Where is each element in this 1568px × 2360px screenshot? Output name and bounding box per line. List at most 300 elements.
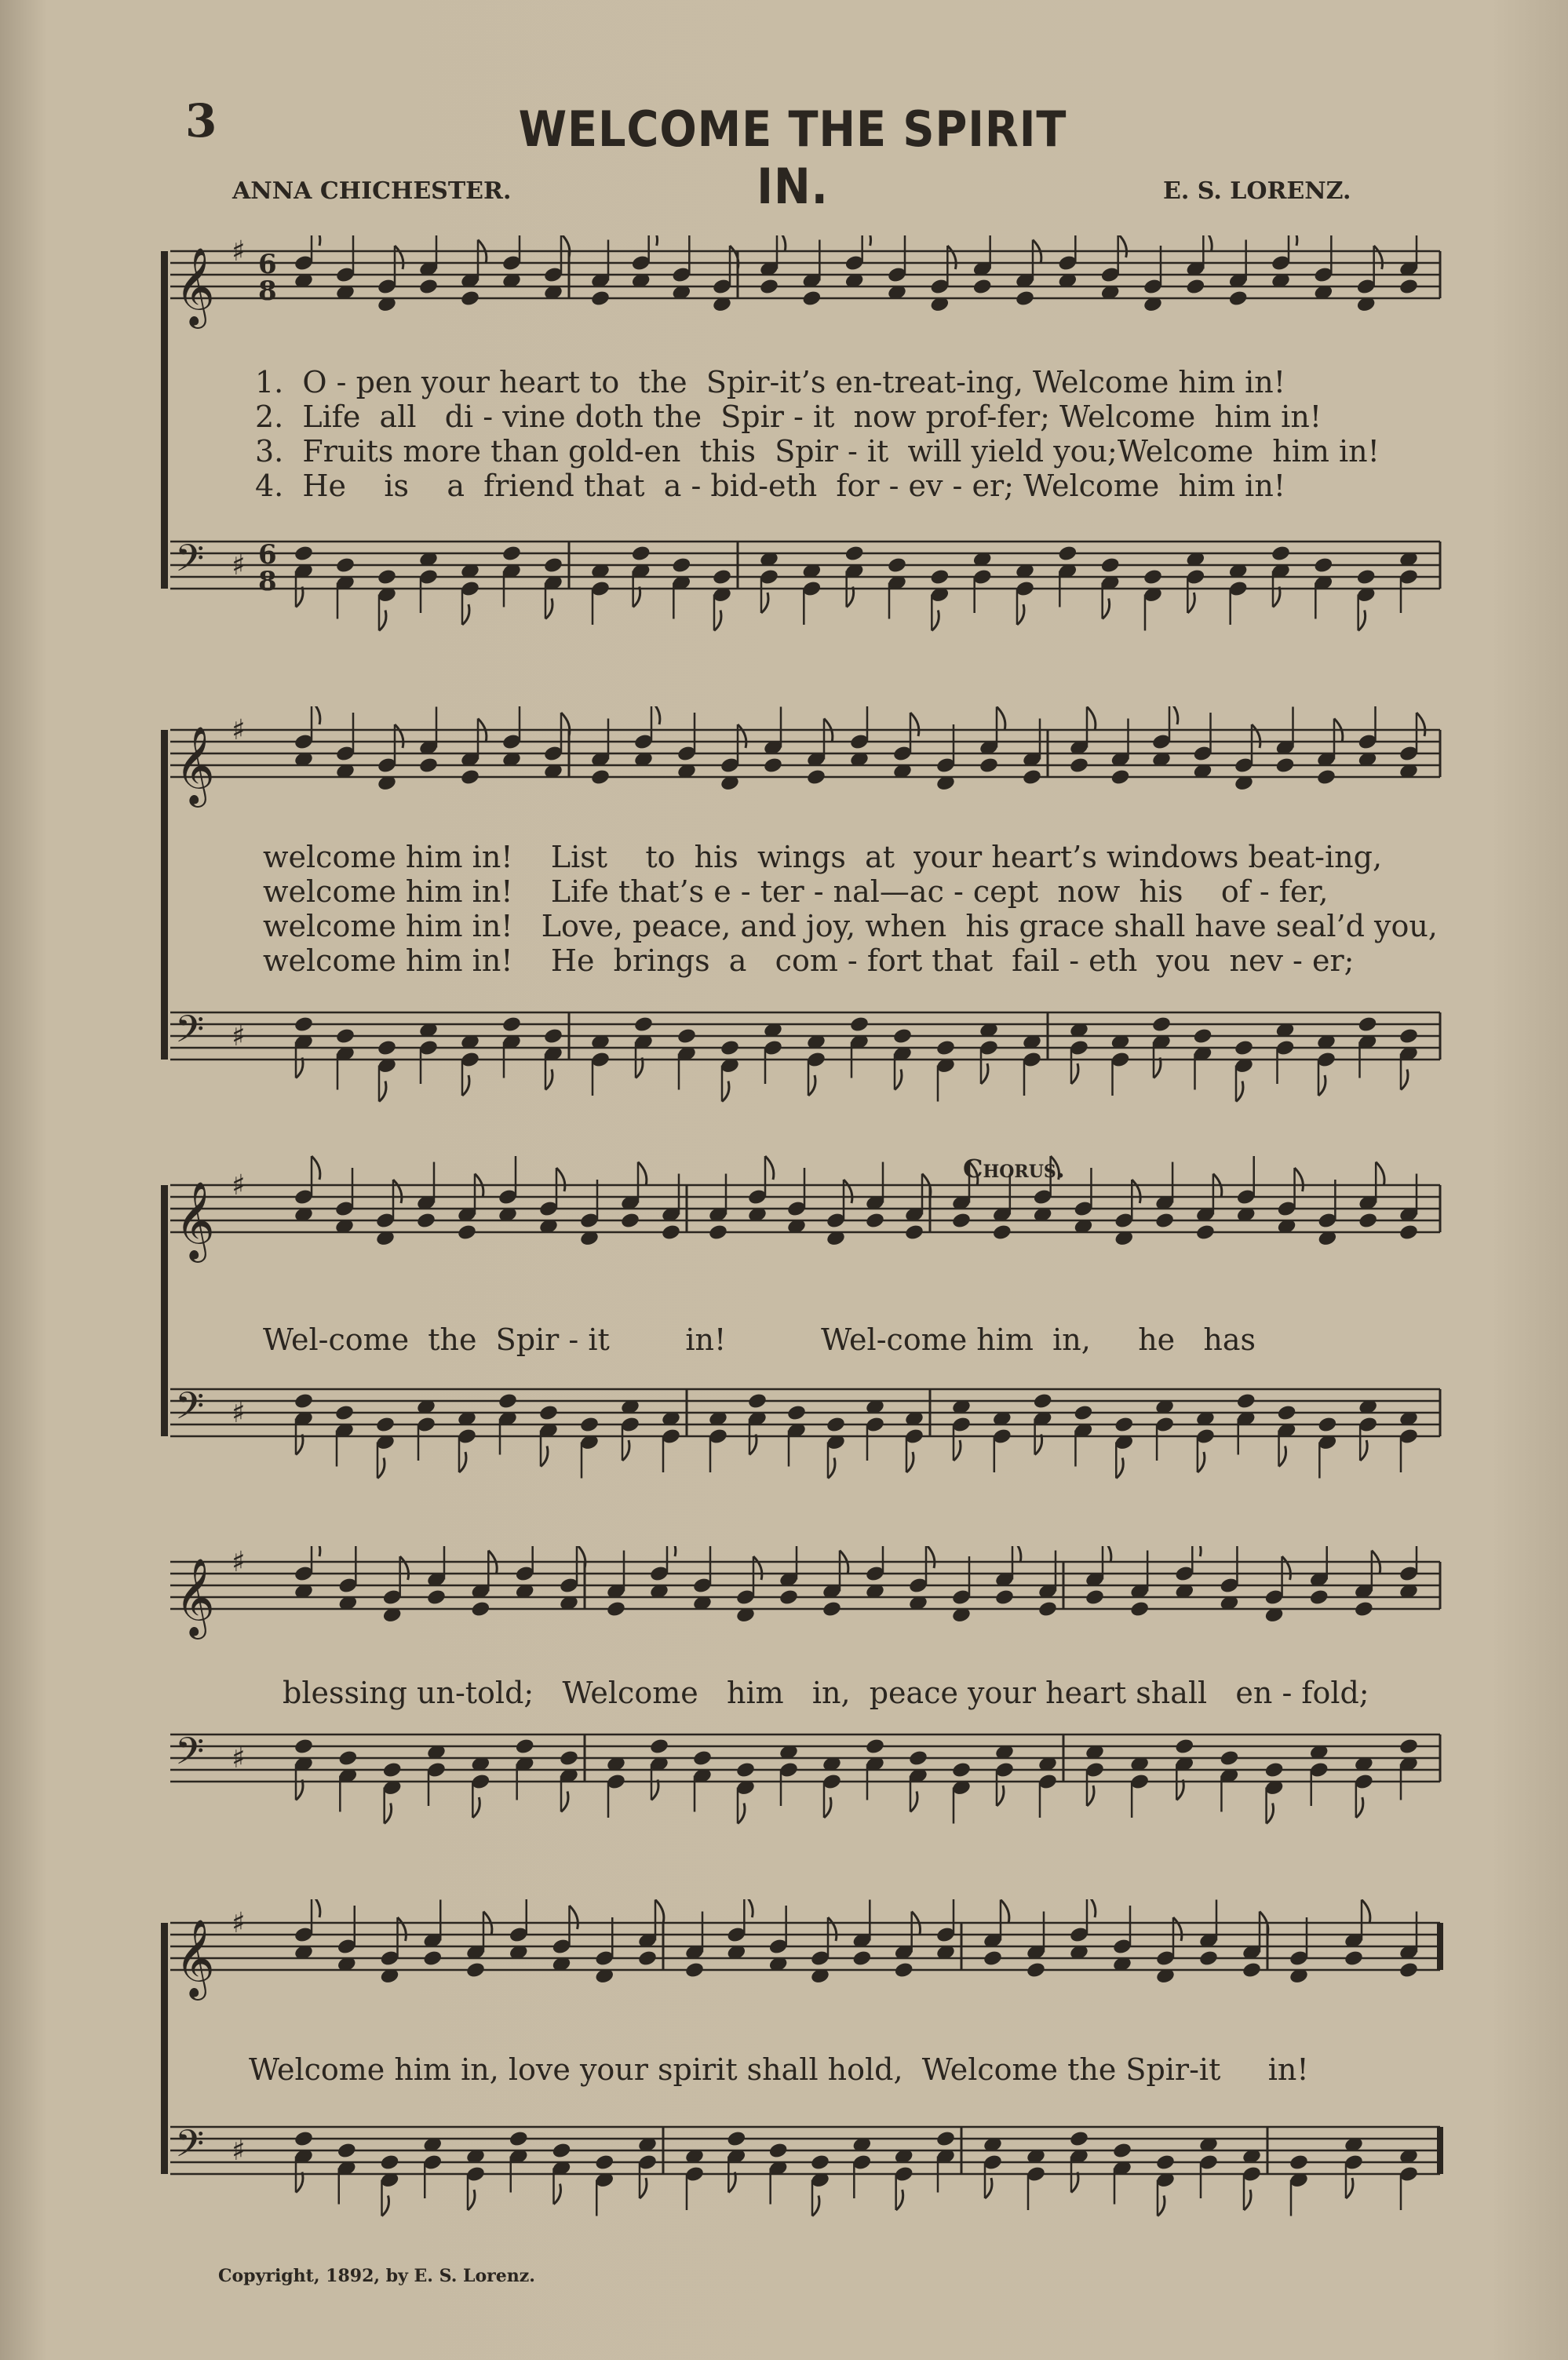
note-head bbox=[551, 2142, 571, 2160]
bass-clef: 𝄢 bbox=[175, 1384, 205, 1437]
note-head bbox=[1069, 757, 1089, 775]
chorus-label: Chorus. bbox=[963, 1154, 1065, 1184]
note-flag bbox=[1132, 1180, 1140, 1203]
note-flag bbox=[1116, 1458, 1123, 1479]
verse-2-line: welcome him in! Life that’s e - ter - nal—ac - cept now his of - fer, bbox=[263, 874, 1329, 909]
note-head bbox=[543, 556, 563, 574]
note-flag bbox=[655, 1900, 664, 1924]
note-head bbox=[1271, 545, 1291, 563]
verse-1-line: 1. O - pen your heart to the Spir-it’s en-treat-ing, Welcome him in! bbox=[255, 365, 1286, 399]
note-flag bbox=[1318, 1075, 1326, 1096]
note-flag bbox=[556, 1168, 565, 1191]
note-flag bbox=[545, 1070, 552, 1090]
note-head bbox=[590, 768, 611, 786]
note-head bbox=[801, 290, 822, 308]
note-flag bbox=[379, 1082, 386, 1102]
note-head bbox=[786, 1404, 807, 1422]
note-flag bbox=[765, 1156, 774, 1180]
page-number: 3 bbox=[185, 94, 217, 148]
note-flag bbox=[1279, 1446, 1286, 1467]
note-head bbox=[887, 556, 907, 574]
note-flag bbox=[1035, 1435, 1042, 1455]
note-flag bbox=[777, 235, 786, 252]
bass-clef: 𝄢 bbox=[175, 2121, 205, 2175]
note-head bbox=[1026, 1961, 1046, 1979]
note-head bbox=[606, 1600, 626, 1618]
note-flag bbox=[570, 1906, 578, 1929]
note-flag bbox=[847, 587, 854, 607]
note-flag bbox=[997, 707, 1005, 731]
note-flag bbox=[1176, 1780, 1183, 1800]
note-head bbox=[972, 278, 993, 296]
note-head bbox=[637, 1950, 658, 1968]
note-head bbox=[726, 2130, 746, 2148]
note-flag bbox=[910, 1792, 917, 1812]
bass-clef: 𝄢 bbox=[175, 1007, 205, 1060]
note-flag bbox=[561, 1792, 568, 1812]
note-flag bbox=[828, 1917, 837, 1941]
note-head bbox=[294, 1016, 314, 1034]
note-flag bbox=[649, 235, 658, 246]
note-head bbox=[1398, 1961, 1419, 1979]
note-head bbox=[763, 757, 783, 775]
note-flag bbox=[296, 2172, 303, 2193]
note-head bbox=[633, 1016, 654, 1034]
note-flag bbox=[1154, 1058, 1161, 1078]
note-head bbox=[460, 290, 480, 308]
verse-2-line: 2. Life all di - vine doth the Spir - it now prof-fer; Welcome him in! bbox=[255, 399, 1322, 434]
note-head bbox=[1114, 1416, 1134, 1434]
note-head bbox=[1357, 1016, 1377, 1034]
final-barline bbox=[1437, 1923, 1443, 1970]
note-head bbox=[1242, 1961, 1262, 1979]
note-flag bbox=[554, 2184, 561, 2205]
note-head bbox=[692, 1749, 713, 1767]
note-flag bbox=[761, 593, 768, 613]
note-head bbox=[1192, 1027, 1212, 1045]
system-brace bbox=[161, 1923, 168, 2174]
treble-clef: 𝄞 bbox=[175, 247, 215, 326]
note-head bbox=[543, 1027, 563, 1045]
note-flag bbox=[749, 1435, 757, 1455]
note-flag bbox=[1346, 2178, 1353, 2198]
note-head bbox=[426, 1589, 447, 1607]
key-signature-sharp: ♯ bbox=[232, 1907, 246, 1939]
verse-3-line: 3. Fruits more than gold-en this Spir - it will yield you;Welcome him in! bbox=[255, 434, 1380, 469]
note-head bbox=[865, 1738, 885, 1756]
note-head bbox=[935, 1039, 956, 1057]
note-head bbox=[594, 2154, 614, 2172]
note-flag bbox=[395, 246, 403, 269]
key-signature-sharp: ♯ bbox=[232, 1397, 246, 1429]
note-head bbox=[935, 2130, 956, 2148]
note-flag bbox=[862, 235, 871, 246]
note-head bbox=[498, 1392, 518, 1410]
note-head bbox=[759, 278, 779, 296]
key-signature-sharp: ♯ bbox=[232, 1020, 246, 1052]
note-flag bbox=[377, 1458, 385, 1479]
note-flag bbox=[1071, 1063, 1078, 1084]
note-flag bbox=[541, 1446, 548, 1467]
note-flag bbox=[1198, 1452, 1205, 1472]
note-head bbox=[983, 1950, 1003, 1968]
note-flag bbox=[1158, 2196, 1165, 2216]
note-head bbox=[1100, 556, 1121, 574]
note-head bbox=[1264, 1761, 1284, 1779]
treble-clef: 𝄞 bbox=[175, 1181, 215, 1260]
note-head bbox=[1236, 1392, 1256, 1410]
note-head bbox=[1073, 1404, 1093, 1422]
note-head bbox=[865, 1212, 885, 1230]
note-flag bbox=[312, 1156, 320, 1180]
treble-clef: 𝄞 bbox=[175, 1558, 215, 1636]
note-head bbox=[465, 1961, 486, 1979]
bass-clef: 𝄢 bbox=[175, 536, 205, 589]
note-head bbox=[951, 1212, 972, 1230]
note-head bbox=[294, 2130, 314, 2148]
note-head bbox=[1309, 1589, 1329, 1607]
time-signature-bottom: 8 bbox=[258, 566, 277, 597]
note-head bbox=[335, 556, 356, 574]
key-signature-sharp: ♯ bbox=[232, 549, 246, 582]
note-head bbox=[892, 1027, 913, 1045]
note-flag bbox=[844, 1180, 852, 1203]
note-head bbox=[422, 1950, 443, 1968]
note-flag bbox=[1282, 1556, 1291, 1580]
note-flag bbox=[906, 1452, 913, 1472]
note-flag bbox=[753, 1556, 762, 1580]
note-flag bbox=[722, 1082, 729, 1102]
note-flag bbox=[947, 246, 956, 269]
verse-4-line: 4. He is a friend that a - bid-eth for - ev - er; Welcome him in! bbox=[255, 469, 1286, 503]
note-head bbox=[294, 1392, 314, 1410]
note-flag bbox=[312, 1899, 320, 1917]
note-flag bbox=[1273, 587, 1280, 607]
note-head bbox=[1228, 290, 1249, 308]
note-head bbox=[844, 545, 865, 563]
note-head bbox=[1154, 1212, 1175, 1230]
note-head bbox=[509, 2130, 529, 2148]
note-head bbox=[377, 1039, 397, 1057]
key-signature-sharp: ♯ bbox=[232, 1546, 246, 1578]
note-flag bbox=[382, 2196, 389, 2216]
music-system-5 bbox=[161, 1899, 1448, 2237]
note-flag bbox=[997, 1786, 1004, 1806]
note-flag bbox=[1358, 611, 1366, 631]
note-flag bbox=[462, 1075, 469, 1096]
note-flag bbox=[1244, 2190, 1251, 2210]
note-head bbox=[894, 1961, 914, 1979]
verse-3-line: welcome him in! Love, peace, and joy, when his grace shall have seal’d you, bbox=[263, 909, 1438, 943]
note-flag bbox=[459, 1452, 466, 1472]
note-head bbox=[579, 1416, 600, 1434]
key-signature-sharp: ♯ bbox=[232, 2135, 246, 2167]
note-head bbox=[810, 2154, 830, 2172]
note-head bbox=[590, 290, 611, 308]
note-head bbox=[1185, 278, 1205, 296]
note-flag bbox=[296, 587, 303, 607]
note-flag bbox=[1001, 1900, 1009, 1924]
note-head bbox=[649, 1738, 669, 1756]
note-head bbox=[747, 1392, 768, 1410]
note-flag bbox=[312, 1546, 320, 1556]
note-flag bbox=[640, 2178, 647, 2198]
note-head bbox=[708, 1224, 728, 1242]
note-head bbox=[779, 1589, 799, 1607]
note-flag bbox=[1267, 1804, 1274, 1824]
note-flag bbox=[1376, 1162, 1384, 1186]
copyright-notice: Copyright, 1892, by E. S. Lorenz. bbox=[218, 2266, 535, 2286]
note-flag bbox=[462, 604, 469, 625]
note-flag bbox=[985, 2178, 992, 2198]
note-flag bbox=[1295, 1168, 1304, 1191]
time-signature-top: 6 bbox=[258, 249, 277, 280]
note-flag bbox=[1118, 235, 1127, 257]
note-head bbox=[1112, 2142, 1132, 2160]
note-head bbox=[806, 768, 826, 786]
system-brace bbox=[161, 1185, 168, 1436]
note-head bbox=[337, 2142, 357, 2160]
note-flag bbox=[633, 587, 640, 607]
note-head bbox=[1398, 1027, 1419, 1045]
note-head bbox=[1313, 556, 1333, 574]
note-head bbox=[851, 1950, 872, 1968]
note-head bbox=[501, 1016, 522, 1034]
key-signature-sharp: ♯ bbox=[232, 1742, 246, 1775]
chorus-lyric-line: Welcome him in, love your spirit shall hold, Welcome the Spir-it in! bbox=[249, 2052, 1309, 2087]
note-flag bbox=[981, 1063, 988, 1084]
note-head bbox=[1069, 2130, 1089, 2148]
music-system-3 bbox=[161, 1154, 1448, 1515]
note-head bbox=[1358, 1212, 1378, 1230]
note-flag bbox=[468, 2190, 475, 2210]
note-head bbox=[1037, 1600, 1058, 1618]
note-head bbox=[735, 1761, 756, 1779]
note-head bbox=[676, 1027, 697, 1045]
note-flag bbox=[379, 611, 386, 631]
note-flag bbox=[926, 1546, 935, 1568]
note-head bbox=[1129, 1600, 1150, 1618]
note-head bbox=[559, 1749, 579, 1767]
note-head bbox=[1110, 768, 1130, 786]
note-flag bbox=[1401, 1070, 1408, 1090]
note-head bbox=[1151, 1016, 1172, 1034]
note-head bbox=[1155, 2154, 1176, 2172]
note-head bbox=[671, 556, 691, 574]
note-head bbox=[1022, 768, 1042, 786]
note-flag bbox=[1103, 1546, 1111, 1563]
note-head bbox=[929, 568, 950, 586]
note-flag bbox=[1360, 1440, 1367, 1461]
note-flag bbox=[1203, 235, 1212, 252]
note-head bbox=[294, 545, 314, 563]
note-head bbox=[661, 1224, 681, 1242]
hymn-title: WELCOME THE SPIRIT IN. bbox=[518, 100, 1067, 215]
note-flag bbox=[1187, 593, 1194, 613]
note-flag bbox=[808, 1075, 815, 1096]
time-signature-top: 6 bbox=[258, 539, 277, 571]
note-flag bbox=[622, 1440, 629, 1461]
treble-clef: 𝄞 bbox=[175, 1919, 215, 1997]
note-head bbox=[720, 1039, 740, 1057]
note-head bbox=[334, 1404, 355, 1422]
key-signature-sharp: ♯ bbox=[232, 714, 246, 746]
note-flag bbox=[395, 724, 403, 748]
bass-clef: 𝄢 bbox=[175, 1729, 205, 1782]
note-flag bbox=[828, 1458, 835, 1479]
treble-clef: 𝄞 bbox=[175, 726, 215, 804]
note-head bbox=[1085, 1589, 1105, 1607]
verse-4-line: welcome him in! He brings a com - fort that fail - eth you nev - er; bbox=[263, 943, 1355, 978]
note-flag bbox=[393, 1180, 402, 1203]
note-flag bbox=[1417, 713, 1425, 736]
note-head bbox=[1033, 1392, 1053, 1410]
music-system-1 bbox=[161, 235, 1448, 644]
note-head bbox=[1316, 768, 1336, 786]
key-signature-sharp: ♯ bbox=[232, 235, 246, 268]
note-head bbox=[1195, 1224, 1216, 1242]
note-flag bbox=[651, 1780, 658, 1800]
note-head bbox=[418, 278, 439, 296]
note-head bbox=[416, 1212, 436, 1230]
composer-credit: E. S. LORENZ. bbox=[1163, 177, 1351, 205]
note-flag bbox=[1192, 1546, 1201, 1556]
note-head bbox=[822, 1600, 842, 1618]
music-system-4 bbox=[161, 1546, 1448, 1876]
note-head bbox=[1219, 1749, 1239, 1767]
note-head bbox=[418, 757, 439, 775]
note-flag bbox=[385, 1804, 392, 1824]
note-flag bbox=[296, 1058, 303, 1078]
note-flag bbox=[400, 1556, 409, 1580]
note-head bbox=[375, 1416, 396, 1434]
note-flag bbox=[651, 706, 660, 724]
chorus-lyric-line: Wel-come the Spir - it in! Wel-come him in, he has bbox=[263, 1322, 1256, 1357]
note-flag bbox=[1017, 604, 1024, 625]
note-head bbox=[994, 1589, 1015, 1607]
note-head bbox=[1015, 290, 1035, 308]
note-flag bbox=[638, 1162, 647, 1186]
note-flag bbox=[714, 611, 721, 631]
note-flag bbox=[312, 706, 320, 724]
note-flag bbox=[577, 1546, 585, 1568]
note-head bbox=[631, 545, 651, 563]
note-flag bbox=[296, 1780, 303, 1800]
note-head bbox=[1234, 1039, 1254, 1057]
note-flag bbox=[738, 724, 746, 748]
note-head bbox=[951, 1761, 972, 1779]
note-head bbox=[768, 2142, 789, 2160]
note-head bbox=[979, 757, 999, 775]
note-flag bbox=[472, 1797, 480, 1818]
note-flag bbox=[1103, 599, 1110, 619]
note-flag bbox=[561, 235, 570, 257]
note-head bbox=[377, 568, 397, 586]
note-flag bbox=[398, 1917, 407, 1941]
note-head bbox=[1276, 1404, 1296, 1422]
note-head bbox=[849, 1016, 870, 1034]
note-flag bbox=[1071, 2172, 1078, 2193]
note-flag bbox=[312, 235, 320, 246]
time-signature-bottom: 8 bbox=[258, 275, 277, 307]
note-head bbox=[1398, 1224, 1419, 1242]
note-flag bbox=[910, 713, 919, 736]
note-flag bbox=[1087, 707, 1096, 731]
music-staves bbox=[161, 1546, 1448, 1876]
note-flag bbox=[1289, 235, 1297, 246]
note-head bbox=[1398, 278, 1419, 296]
note-head bbox=[620, 1212, 640, 1230]
verse-1-line: welcome him in! List to his wings at your heart’s windows beat-ing, bbox=[263, 840, 1383, 874]
key-signature-sharp: ♯ bbox=[232, 1169, 246, 1202]
note-head bbox=[460, 768, 480, 786]
note-flag bbox=[932, 611, 939, 631]
note-head bbox=[379, 2154, 399, 2172]
note-head bbox=[1354, 1600, 1374, 1618]
note-head bbox=[294, 1738, 314, 1756]
note-flag bbox=[1374, 246, 1383, 269]
note-flag bbox=[667, 1546, 676, 1556]
note-flag bbox=[954, 1440, 961, 1461]
note-flag bbox=[1169, 706, 1178, 724]
note-head bbox=[337, 1749, 358, 1767]
note-flag bbox=[1252, 724, 1260, 748]
note-head bbox=[684, 1961, 705, 1979]
note-flag bbox=[728, 2172, 735, 2193]
note-flag bbox=[1087, 1899, 1096, 1917]
chorus-lyric-line: blessing un-told; Welcome him in, peace your heart shall en - fold; bbox=[283, 1676, 1369, 1710]
note-head bbox=[826, 1416, 846, 1434]
note-head bbox=[1274, 757, 1295, 775]
lyricist-credit: ANNA CHICHESTER. bbox=[232, 177, 512, 205]
note-head bbox=[501, 545, 522, 563]
note-flag bbox=[744, 1899, 753, 1917]
note-head bbox=[382, 1761, 403, 1779]
note-head bbox=[1356, 568, 1377, 586]
note-head bbox=[1174, 1738, 1194, 1756]
note-flag bbox=[824, 1797, 831, 1818]
note-head bbox=[1198, 1950, 1219, 1968]
note-head bbox=[1317, 1416, 1337, 1434]
system-brace bbox=[161, 251, 168, 589]
music-system-2 bbox=[161, 706, 1448, 1114]
note-head bbox=[904, 1224, 924, 1242]
note-flag bbox=[812, 2196, 819, 2216]
note-head bbox=[712, 568, 732, 586]
note-head bbox=[1057, 545, 1078, 563]
note-flag bbox=[738, 1804, 745, 1824]
note-head bbox=[538, 1404, 559, 1422]
note-flag bbox=[1356, 1797, 1363, 1818]
note-head bbox=[457, 1224, 477, 1242]
note-head bbox=[1344, 1950, 1364, 1968]
note-head bbox=[1143, 568, 1163, 586]
note-flag bbox=[895, 1070, 902, 1090]
note-flag bbox=[1362, 1900, 1370, 1924]
final-barline bbox=[1437, 2127, 1443, 2174]
note-flag bbox=[636, 1058, 643, 1078]
note-flag bbox=[296, 1435, 303, 1455]
note-flag bbox=[1012, 1546, 1021, 1563]
note-head bbox=[1289, 2154, 1309, 2172]
note-head bbox=[908, 1749, 928, 1767]
note-flag bbox=[896, 2190, 903, 2210]
note-head bbox=[515, 1738, 535, 1756]
note-head bbox=[470, 1600, 490, 1618]
note-flag bbox=[1236, 1082, 1243, 1102]
note-flag bbox=[1173, 1917, 1182, 1941]
note-head bbox=[335, 1027, 356, 1045]
